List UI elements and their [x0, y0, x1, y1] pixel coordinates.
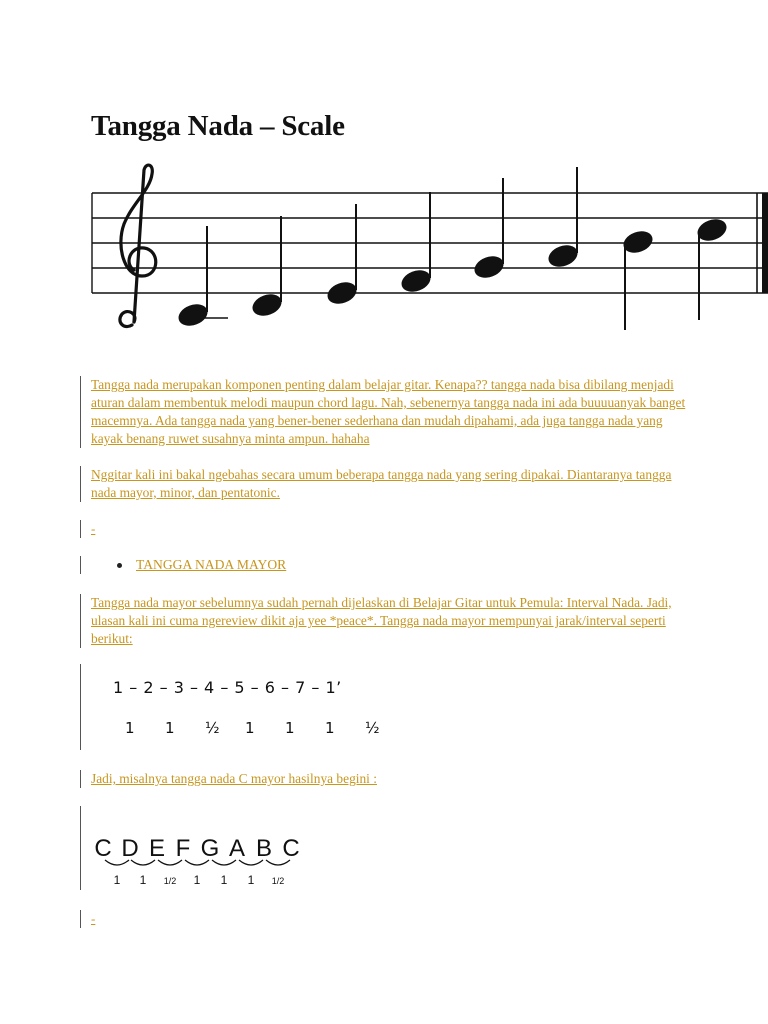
interval-figure [80, 664, 511, 750]
interval-step: ½ [205, 719, 220, 737]
interval-step: 1 [165, 719, 175, 737]
interval-step: ½ [365, 719, 380, 737]
note-label: D [121, 835, 139, 862]
blank-link-2[interactable]: - [91, 911, 96, 926]
step-label: 1/2 [271, 876, 285, 886]
c-mayor-intro-paragraph[interactable]: Jadi, misalnya tangga nada C mayor hasilnya begini : [91, 771, 377, 786]
step-label: 1 [247, 873, 255, 887]
mayor-desc-paragraph[interactable]: Tangga nada mayor sebelumnya sudah pernah dijelaskan di Belajar Gitar untuk Pemula: Interval Nada. Jadi, ulasan kali ini cuma ngereview dikit aja yee *peace*. Tangga nada mayor mempunyai jarak/interval seperti berikut: [91, 595, 672, 646]
note-label: B [255, 835, 273, 862]
note-label: A [228, 835, 246, 862]
interval-step: 1 [325, 719, 335, 737]
bullet-block [80, 556, 491, 574]
note-label: E [148, 835, 166, 862]
mayor-desc-block [80, 594, 691, 648]
step-label: 1/2 [163, 876, 177, 886]
step-label: 1 [220, 873, 228, 887]
step-arcs [105, 860, 290, 865]
note-label: G [200, 835, 220, 862]
overview-block [80, 466, 691, 502]
note-label: F [175, 835, 191, 862]
blank-line-1 [80, 520, 99, 538]
c-major-figure [80, 806, 325, 890]
tangga-nada-mayor-link[interactable]: TANGGA NADA MAYOR [136, 557, 287, 572]
treble-clef-icon [120, 165, 156, 326]
music-staff [88, 160, 768, 340]
page-title: Tangga Nada – Scale [91, 110, 345, 142]
blank-link-1[interactable]: - [91, 521, 96, 536]
step-label: 1 [113, 873, 121, 887]
c-major-diagram [85, 806, 315, 890]
step-label: 1 [193, 873, 201, 887]
step-label: 1 [139, 873, 147, 887]
interval-steps [125, 719, 511, 737]
intro-block [80, 376, 691, 448]
interval-step: 1 [125, 719, 135, 737]
interval-step: 1 [245, 719, 255, 737]
note-label: C [282, 835, 300, 862]
c-mayor-intro-block [80, 770, 691, 788]
bullet-icon [117, 563, 122, 568]
blank-line-2 [80, 910, 99, 928]
note-label: C [94, 835, 112, 862]
intro-paragraph[interactable]: Tangga nada merupakan komponen penting dalam belajar gitar. Kenapa?? tangga nada bisa dibilang menjadi aturan dalam membentuk melodi maupun chord lagu. Nah, sebenernya tangga nada ini ada buuuuanyak banget macemnya. Ada tangga nada yang bener-bener sederhana dan mudah dipahami, ada juga tangga nada yang kayak benang ruwet susahnya minta ampun. hahaha [91, 377, 686, 446]
interval-degrees: 1 – 2 – 3 – 4 – 5 – 6 – 7 – 1’ [113, 678, 342, 697]
overview-paragraph[interactable]: Nggitar kali ini bakal ngebahas secara umum beberapa tangga nada yang sering dipakai. Diantaranya tangga nada mayor, minor, dan pentatonic. [91, 467, 672, 500]
interval-step: 1 [285, 719, 295, 737]
scale-notes [175, 167, 729, 330]
